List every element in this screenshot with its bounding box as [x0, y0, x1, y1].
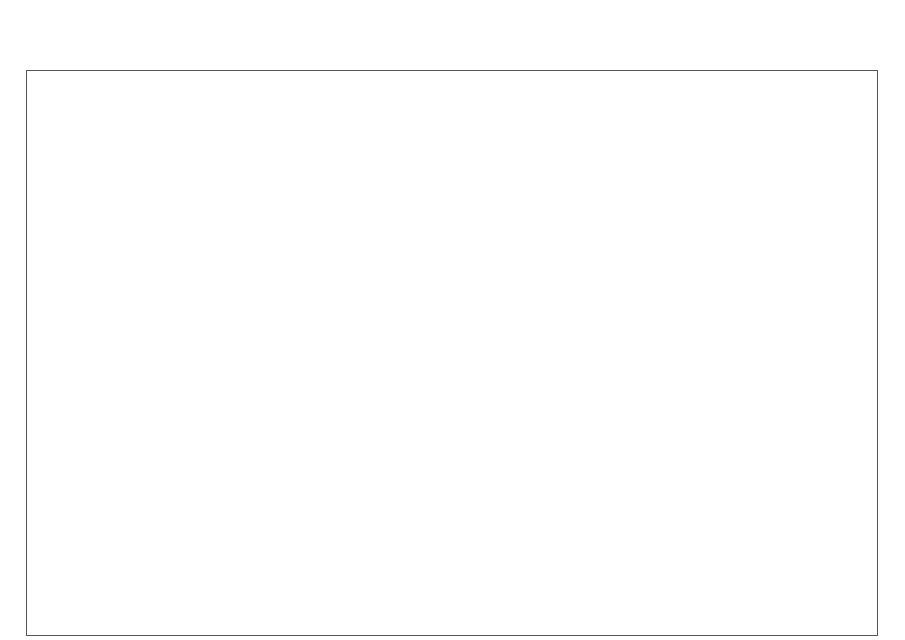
program-table [26, 70, 878, 636]
